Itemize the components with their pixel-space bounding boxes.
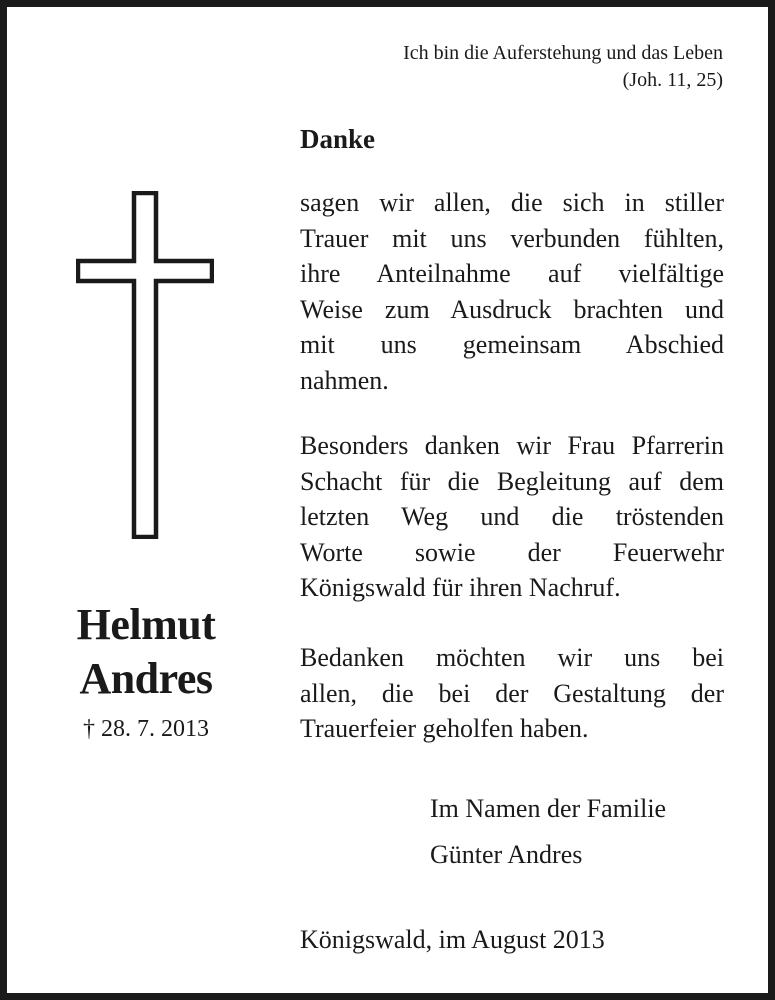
dagger-icon: † <box>83 716 95 742</box>
text-line: Trauerfeier geholfen haben. <box>300 714 589 743</box>
signature-line-family: Im Namen der Familie <box>430 794 667 823</box>
signature-line-name: Günter Andres <box>430 840 583 869</box>
paragraph-special-thanks <box>300 428 724 606</box>
bible-quote <box>303 40 723 94</box>
text-line: Schacht für die Begleitung auf dem <box>300 466 724 496</box>
paragraph-ceremony-thanks <box>300 640 724 747</box>
text-line: Besonders danken wir Frau Pfarrerin <box>300 431 724 460</box>
heading-danke: Danke <box>300 124 376 154</box>
text-line: ihre Anteilnahme auf vielfältige <box>300 259 724 288</box>
bible-quote-reference: (Joh. 11, 25) <box>622 69 723 91</box>
deceased-last-name: Andres <box>79 654 213 703</box>
text-line: Königswald für ihren Nachruf. <box>300 573 621 602</box>
text-line: Weise zum Ausdruck brachten und <box>300 294 724 324</box>
text-line: mit uns gemeinsam Abschied <box>300 330 724 359</box>
text-line: Trauer mit uns verbunden fühlten, <box>300 223 724 253</box>
deceased-first-name: Helmut <box>76 600 216 649</box>
death-date-line <box>40 713 252 745</box>
text-line: nahmen. <box>300 365 389 395</box>
text-line: allen, die bei der Gestaltung der <box>300 678 724 708</box>
text-line: sagen wir allen, die sich in stiller <box>300 188 724 217</box>
latin-cross-icon <box>76 191 214 539</box>
text-line: Worte sowie der Feuerwehr <box>300 537 724 567</box>
bible-quote-text: Ich bin die Auferstehung und das Leben <box>403 42 723 64</box>
signature <box>430 786 666 878</box>
place-and-date: Königswald, im August 2013 <box>300 925 605 954</box>
paragraph-thanks <box>300 185 724 398</box>
text-line: Bedanken möchten wir uns bei <box>300 643 724 672</box>
death-date: 28. 7. 2013 <box>101 716 209 742</box>
text-line: letzten Weg und die tröstenden <box>300 502 724 531</box>
